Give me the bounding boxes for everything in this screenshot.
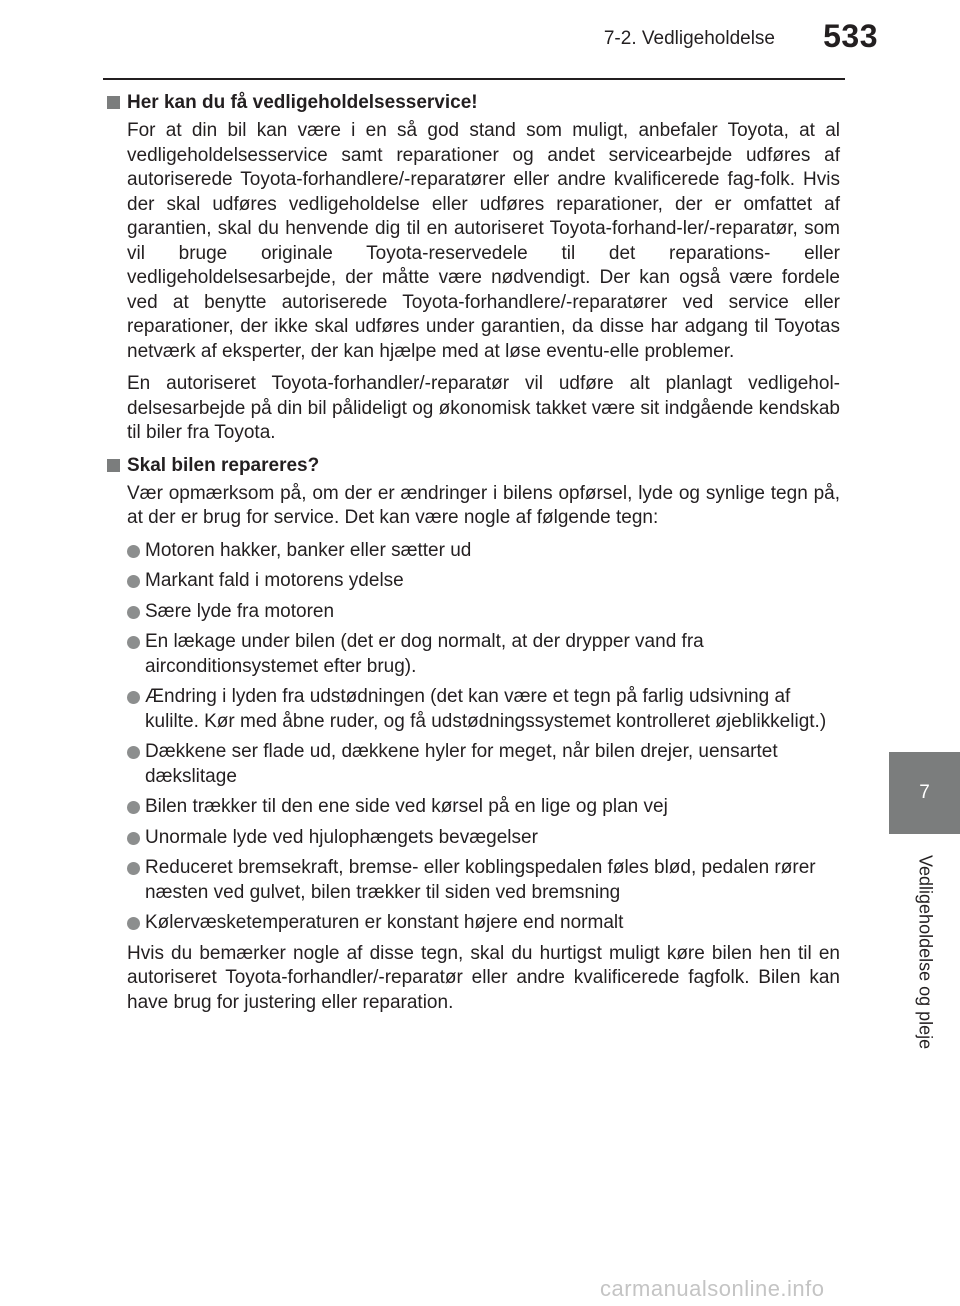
paragraph: En autoriseret Toyota-forhandler/-reparatør vil udføre alt planlagt vedligehol-delsesarbejde på din bil pålideligt og økonomisk takket være sit indgående kendskab til biler fra Toyota. xyxy=(127,373,840,443)
square-bullet-icon xyxy=(107,96,120,109)
list-item: Dækkene ser flade ud, dækkene hyler for meget, når bilen drejer, uensartet dækslitage xyxy=(107,740,840,789)
bullet-dot-icon xyxy=(127,862,140,875)
chapter-tab xyxy=(889,752,960,834)
bullet-dot-icon xyxy=(127,917,140,930)
square-bullet-icon xyxy=(107,459,120,472)
list-item: Reduceret bremsekraft, bremse- eller koblingspedalen føles blød, pedalen rører næsten ved gulvet, bilen trækker til siden ved bremsning xyxy=(107,856,840,905)
section-heading-repair xyxy=(107,454,840,478)
list-item: Motoren hakker, banker eller sætter ud xyxy=(107,539,840,564)
list-item: Kølervæsketemperaturen er konstant højere end normalt xyxy=(107,911,840,936)
section-title: 7-2. Vedligeholdelse xyxy=(603,28,775,49)
paragraph: For at din bil kan være i en så god stand som muligt, anbefaler Toyota, at al vedligeholdelsesservice samt reparationer og andet servicearbejde udføres af autoriserede Toyota-forhandlere/-reparatører eller andre kvalificerede fag-folk. Hvis der skal udføres vedligeholdelse eller udføres reparationer, der er omfattet af garantien, skal du henvende dig til en autoriseret Toyota-forhand-ler/-reparatør, som vil bruge originale Toyota-reservedele til det reparations- eller vedligeholdelsesarbejde, der måtte være nødvendigt. Der kan også være fordele ved at benytte autoriserede Toyota-forhandlere/-reparatører ved service eller reparationer, der ikke skal udføres under garantien, da disse har adgang til Toyotas netværk af eksperter, der kan hjælpe med at løse eventu-elle problemer. xyxy=(127,120,840,362)
page-number: 533 xyxy=(823,18,878,54)
bullet-dot-icon xyxy=(127,801,140,814)
bullet-dot-icon xyxy=(127,545,140,558)
bullet-dot-icon xyxy=(127,606,140,619)
section-heading-text: Her kan du få vedligeholdelsesservice! xyxy=(127,92,478,113)
chapter-label xyxy=(890,844,960,1060)
section-heading-text: Skal bilen repareres? xyxy=(127,454,320,476)
section-heading-service xyxy=(107,91,840,115)
chapter-label-text: Vedligeholdelse og pleje xyxy=(915,854,936,1050)
page-header xyxy=(0,0,960,62)
list-item: En lækage under bilen (det er dog normalt, at der drypper vand fra airconditionsystemet efter brug). xyxy=(107,630,840,679)
list-item: Bilen trækker til den ene side ved kørsel på en lige og plan vej xyxy=(107,795,840,820)
bullet-dot-icon xyxy=(127,636,140,649)
paragraph: Vær opmærksom på, om der er ændringer i bilens opførsel, lyde og synlige tegn på, at der er brug for service. Det kan være nogle af følgende tegn: xyxy=(127,482,840,528)
watermark: carmanualsonline.info xyxy=(600,1276,825,1301)
list-item: Ændring i lyden fra udstødningen (det kan være et tegn på farlig udsivning af kulilte. Kør med åbne ruder, og få udstødningssystemet kontrolleret øjeblikkeligt.) xyxy=(107,685,840,734)
paragraph: Hvis du bemærker nogle af disse tegn, skal du hurtigst muligt køre bilen hen til en autoriseret Toyota-forhandler/-reparatør eller andre kvalificerede fagfolk. Bilen kan have brug for justering eller reparation. xyxy=(127,942,840,1013)
page-content xyxy=(107,91,840,1015)
chapter-number: 7 xyxy=(919,782,930,803)
list-item: Markant fald i motorens ydelse xyxy=(107,569,840,594)
bullet-dot-icon xyxy=(127,746,140,759)
bullet-dot-icon xyxy=(127,691,140,704)
bullet-dot-icon xyxy=(127,832,140,845)
bullet-dot-icon xyxy=(127,575,140,588)
warning-signs-list xyxy=(107,539,840,936)
list-item: Sære lyde fra motoren xyxy=(107,600,840,625)
list-item: Unormale lyde ved hjulophængets bevægelser xyxy=(107,826,840,851)
header-rule xyxy=(103,78,845,80)
